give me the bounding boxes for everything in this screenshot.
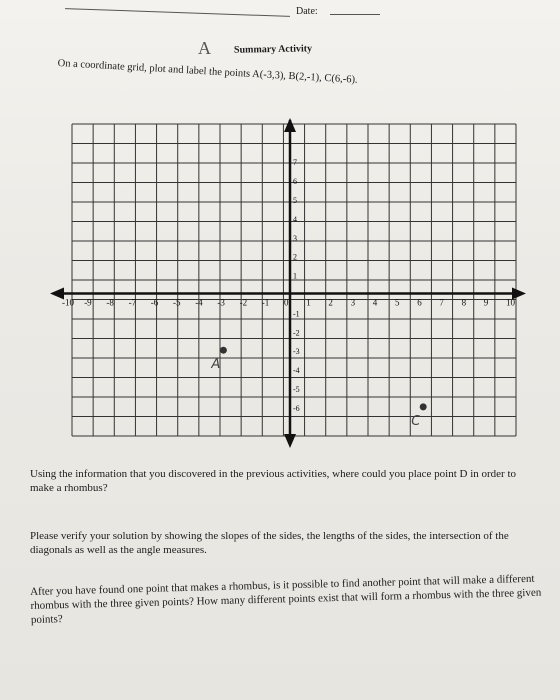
point-label: C: [411, 413, 421, 429]
x-tick-label: 10: [506, 297, 515, 308]
point-label: A: [211, 357, 221, 373]
y-tick-label: -4: [293, 366, 300, 376]
question-2: Please verify your solution by showing the slopes of the sides, the lengths of the sides, the intersection of the diagonals as well as the angle measures.: [30, 530, 509, 556]
name-line: [65, 8, 290, 17]
y-axis-bottom-arrow: [284, 434, 296, 448]
activity-title: Summary Activity: [233, 43, 313, 56]
x-tick-label: 4: [372, 297, 378, 308]
x-tick-label: 0: [284, 297, 289, 308]
y-tick-label: 4: [293, 214, 297, 224]
x-tick-label: -7: [128, 297, 137, 308]
x-tick-label: -6: [150, 297, 159, 308]
y-tick-label: -6: [293, 403, 300, 413]
y-tick-label: -1: [293, 309, 300, 319]
instructions-text: On a coordinate grid, plot and label the points A(-3,3), B(2,-1), C(6,-6).: [57, 58, 358, 86]
y-tick-label: -3: [293, 347, 300, 357]
y-tick-label: 2: [293, 252, 297, 262]
x-tick-label: 9: [483, 297, 489, 308]
x-tick-label: -1: [261, 297, 270, 308]
coordinate-grid: [50, 118, 530, 448]
date-label: Date:: [296, 6, 318, 17]
question-1: Using the information that you discovered in the previous activities, where could you place point D in order to make a rhombus?: [30, 468, 517, 494]
x-tick-label: -8: [106, 297, 114, 308]
x-tick-label: 8: [461, 297, 467, 308]
coordinate-grid-svg: [50, 118, 530, 448]
plotted-point: [420, 403, 427, 410]
x-tick-label: -3: [217, 297, 225, 308]
plotted-point: [220, 347, 227, 354]
x-tick-label: 1: [306, 297, 311, 308]
y-tick-label: 3: [293, 233, 297, 243]
x-tick-label: 3: [350, 297, 356, 308]
x-tick-label: 6: [417, 297, 422, 308]
y-tick-label: 5: [293, 196, 297, 205]
question-3: After you have found one point that makes a rhombus, is it possible to find another point that will make a different rhombus with the three given points? How many different points exist that will form a rhombus with the three given points?: [30, 572, 542, 626]
y-axis-top-arrow: [284, 118, 296, 132]
date-line: [330, 14, 380, 15]
x-tick-label: 2: [328, 297, 333, 308]
x-tick-label: -4: [195, 297, 203, 308]
x-tick-label: -2: [239, 297, 248, 308]
x-tick-label: -9: [84, 297, 92, 308]
date-field: [195, 4, 395, 24]
x-tick-label: 7: [439, 297, 444, 308]
x-tick-label: -5: [173, 297, 181, 308]
y-tick-label: -5: [293, 385, 300, 394]
y-tick-label: 1: [293, 271, 297, 281]
handwritten-mark: A: [198, 38, 211, 58]
x-tick-label: -10: [62, 297, 74, 308]
y-tick-label: 6: [293, 177, 297, 187]
y-tick-label: -2: [293, 328, 300, 338]
x-tick-label: 5: [395, 297, 400, 308]
y-tick-label: 7: [293, 158, 297, 168]
